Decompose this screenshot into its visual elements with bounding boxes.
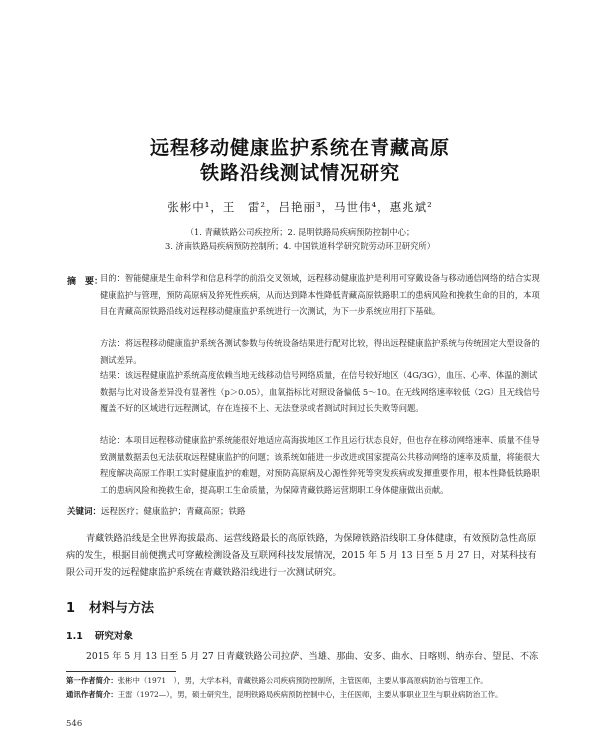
section-heading xyxy=(66,597,168,616)
affiliation-line1: （1. 青藏铁路公司疾控所；2. 昆明铁路局疾病预防控制中心； xyxy=(185,227,415,237)
affiliation-line2: 3. 济南铁路局疾病预防控制所；4. 中国铁道科学研究院劳动环卫研究所） xyxy=(164,241,436,251)
keywords-label: 关键词： xyxy=(67,507,102,517)
intro-paragraph: 青藏铁路沿线是全世界海拔最高、运营线路最长的高原铁路，为保障铁路沿线职工身体健康，有效预防急性高原病的发生，根据目前便携式可穿戴检测设备及互联网科技发展情况，2015 年 5 月 13 日至 5 月 27 日，对某科技有限公司开发的远程健康监护系统在青藏铁路沿线进行一次测试研究。 xyxy=(66,533,537,578)
keywords-text: 远程医疗；健康监护；青藏高原；铁路 xyxy=(101,507,246,517)
subsection-heading xyxy=(66,628,145,642)
abstract-conclusion: 结论：本项目远程移动健康监护系统能很好地适应高海拔地区工作且运行状态良好，但也存在移动网络速率、质量不佳导致测量数据丢包无法获取远程健康监护的问题；该系统如能进一步改进或国家提高公共移动网络的速率及质量，将能很大程度解决高原工作职工实时健康监护的难题，对预防高原病及心源性猝死等突发疾病或发揮重要作用，根本性降低铁路职工的患病风险和挽救生命，提高职工生命质量，为保障青藏铁路运营期职工身体健康做出贡献。 xyxy=(100,435,540,495)
abstract-result: 结果：该远程健康监护系统高度依赖当地无线移动信号网络质量，在信号较好地区（4G/3G），血压、心率、体温的测试数据与比对设备差异没有显著性（p＞0.05），血氧指标比对照设备偏低 5～10。在无线网络速率较低（2G）且无线信号覆盖不好的区域进行远程测试，存在连接不上、无法登录或者测试时间过长失败等问题。 xyxy=(100,370,540,413)
abstract-label: 摘 要： xyxy=(67,277,104,287)
subsection-title: 研究对象 xyxy=(94,631,133,642)
subsection-number: 1.1 xyxy=(66,631,83,642)
page-number: 546 xyxy=(66,719,83,729)
footnote-first-author xyxy=(66,675,546,686)
body-paragraph: 2015 年 5 月 13 日至 5 月 27 日青藏铁路公司拉萨、当雄、那曲、安多、曲水、日喀则、纳赤台、望昆、不冻 xyxy=(86,651,539,662)
footnote-corresponding-text: 王雷（1972—），男，硕士研究生，昆明铁路局疾病预防控制中心，主任医师，主要从事职业卫生与职业病防治工作。 xyxy=(117,690,503,699)
keywords xyxy=(67,505,246,517)
section-title: 材料与方法 xyxy=(89,601,155,616)
paper-title-line1: 远程移动健康监护系统在青藏高原 xyxy=(149,137,450,159)
section-number: 1 xyxy=(66,601,76,616)
footnote-first-author-label: 第一作者简介： xyxy=(66,676,118,685)
paper-title-line2: 铁路沿线测试情况研究 xyxy=(199,162,400,184)
footnote-divider xyxy=(66,671,176,672)
footnote-corresponding-label: 通讯作者简介： xyxy=(66,690,118,699)
abstract-purpose: 目的：智能健康是生命科学和信息科学的前沿交叉领域，远程移动健康监护是利用可穿戴设备与移动通信网络的结合实现健康监护与管理，预防高原病及猝死性疾病，从而达到降本性降低青藏高原铁路职工的患病风险和挽救生命的目的，本项目在青藏高原铁路沿线对远程移动健康监护系统进行一次测试，为下一步系统应用打下基础。 xyxy=(100,273,540,316)
footnote-first-author-text: 张彬中（1971 ），男，大学本科，青藏铁路公司疾病预防控制所，主管医师，主要从事高原病防治与管理工作。 xyxy=(117,676,488,685)
footnote-corresponding-author xyxy=(66,689,546,700)
abstract-method: 方法：将远程移动健康监护系统各测试参数与传统设备结果进行配对比较，得出远程健康监护系统与传统固定大型设备的测试差异。 xyxy=(100,338,540,365)
author-list: 张彬中¹，王 雷²，吕艳丽³，马世伟⁴，惠兆斌² xyxy=(167,200,433,214)
